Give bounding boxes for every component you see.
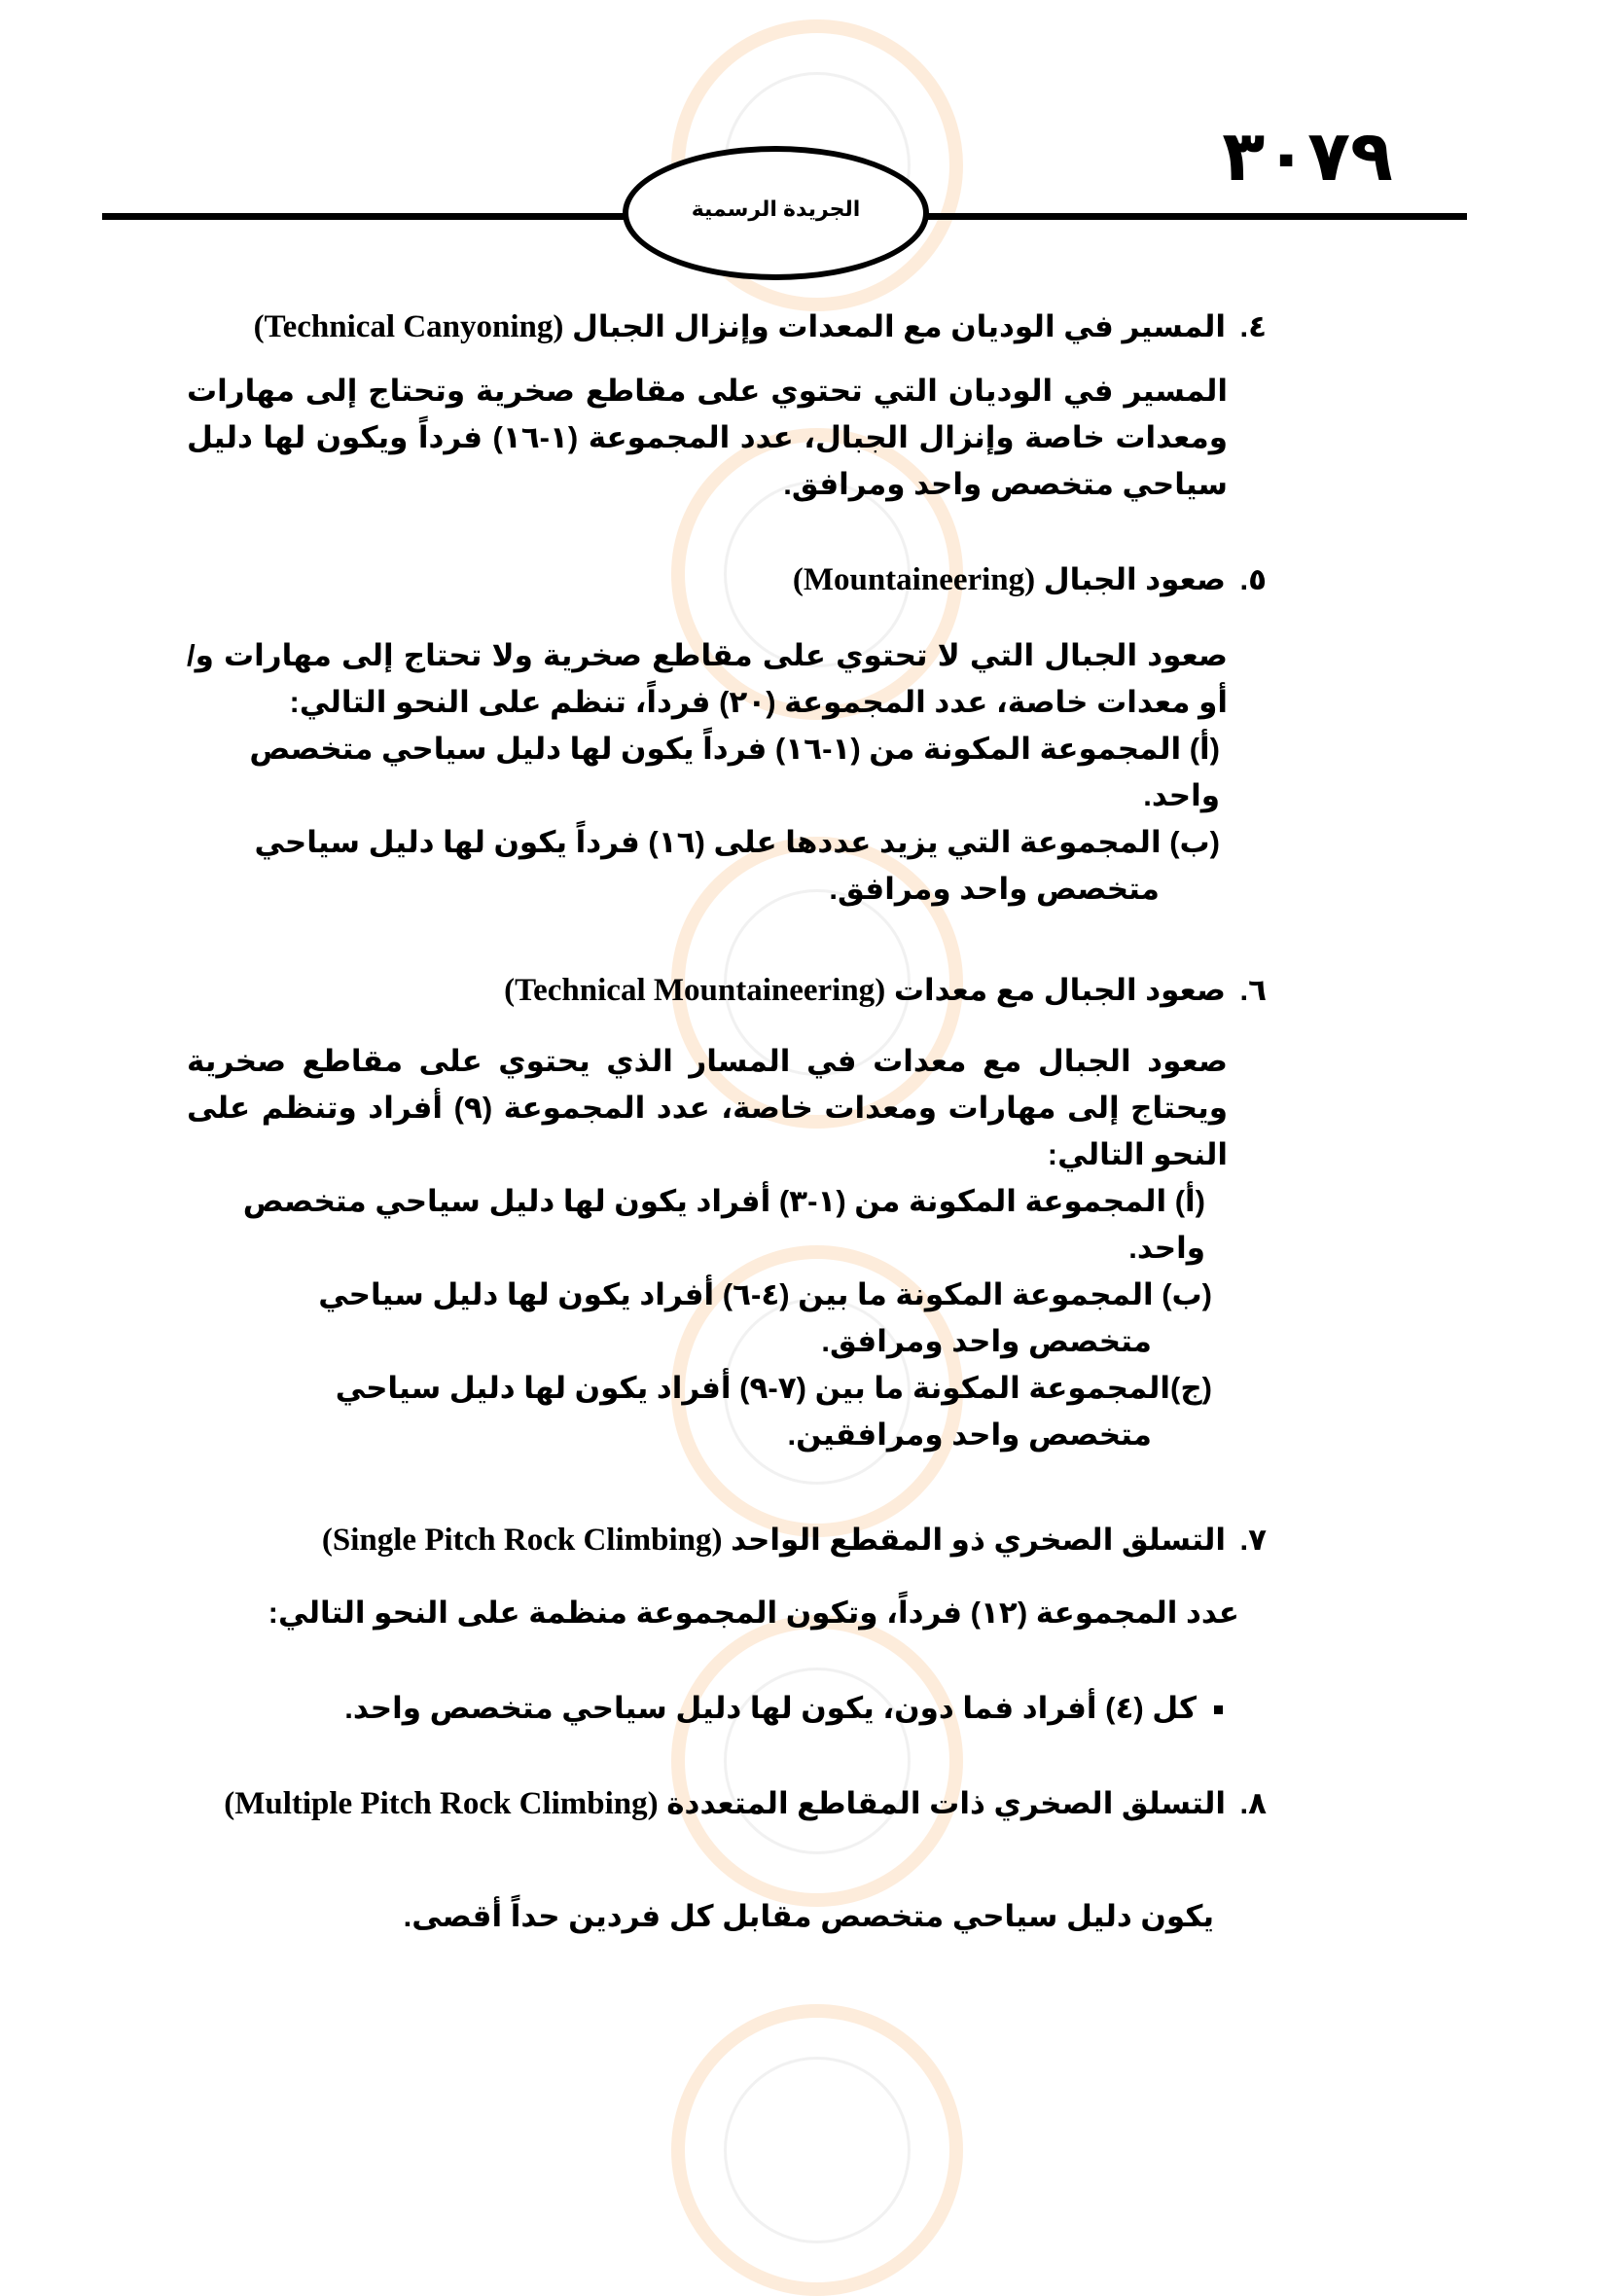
section-title-en: (Single Pitch Rock Climbing) [321,1523,723,1558]
section-title: التسلق الصخري ذو المقطع الواحد [731,1523,1226,1557]
section-heading [187,1517,1267,1563]
section-title-en: (Technical Mountaineering) [504,973,886,1008]
section-body: صعود الجبال مع معدات في المسار الذي يحتوي على مقاطع صخرية ويحتاج إلى مهارات ومعدات خاصة، عدد المجموعة (٩) أفراد وتنظم على النحو التالي: [187,1044,1228,1171]
section-title-en: (Multiple Pitch Rock Climbing) [224,1786,659,1821]
section-6 [187,967,1267,1458]
section-title: صعود الجبال مع معدات [893,973,1226,1007]
list-item-continuation: متخصص واحد ومرافق. [829,872,1160,906]
section-title: التسلق الصخري ذات المقاطع المتعددة [666,1786,1226,1820]
section-title: صعود الجبال [1043,562,1226,596]
section-number: ٥. [1239,562,1267,596]
section-number: ٤. [1239,309,1267,343]
section-4 [187,304,1267,508]
publication-badge [623,146,929,280]
section-heading [187,304,1267,350]
list-item-continuation: متخصص واحد ومرافقين. [787,1417,1152,1452]
section-title-en: (Technical Canyoning) [253,309,564,344]
watermark-clock-icon [671,2004,963,2296]
section-body: عدد المجموعة (١٢) فرداً، وتكون المجموعة منظمة على النحو التالي: [268,1596,1239,1630]
section-title: المسير في الوديان مع المعدات وإنزال الجبال [572,309,1226,343]
section-body: المسير في الوديان التي تحتوي على مقاطع صخرية وتحتاج إلى مهارات ومعدات خاصة وإنزال الجبال، عدد المجموعة (١-١٦) فرداً ويكون لها دليل سياحي متخصص واحد ومرافق. [187,374,1228,501]
section-body: صعود الجبال التي لا تحتوي على مقاطع صخرية ولا تحتاج إلى مهارات و/أو معدات خاصة، عدد المجموعة (٢٠) فرداً، تنظم على النحو التالي: [187,638,1228,719]
section-body: يكون دليل سياحي متخصص مقابل كل فردين حداً أقصى. [403,1899,1214,1933]
section-heading [187,1780,1267,1827]
section-heading [187,556,1267,603]
section-5 [187,556,1267,913]
list-item: (أ) المجموعة المكونة من (١-٣) أفراد يكون لها دليل سياحي متخصص واحد. [242,1184,1205,1265]
list-item: (ب) المجموعة المكونة ما بين (٤-٦) أفراد يكون لها دليل سياحي [318,1277,1212,1311]
list-item-continuation: متخصص واحد ومرافق. [821,1324,1152,1358]
section-number: ٧. [1239,1523,1267,1557]
bullet-icon [1214,1705,1223,1714]
list-item: (أ) المجموعة المكونة من (١-١٦) فرداً يكون لها دليل سياحي متخصص واحد. [249,732,1220,812]
publication-title: الجريدة الرسمية [691,197,861,221]
section-heading [187,967,1267,1014]
section-number: ٨. [1239,1786,1267,1820]
bullet-text: كل (٤) أفراد فما دون، يكون لها دليل سياحي متخصص واحد. [344,1691,1197,1725]
section-7 [187,1517,1267,1732]
page-content [187,304,1267,1989]
list-item: (ج)المجموعة المكونة ما بين (٧-٩) أفراد يكون لها دليل سياحي [335,1371,1212,1405]
section-number: ٦. [1239,973,1267,1007]
bullet-item [187,1685,1223,1732]
page-number: ٣٠٧٩ [1222,118,1393,196]
section-8 [187,1780,1267,1940]
section-title-en: (Mountaineering) [792,562,1036,597]
list-item: (ب) المجموعة التي يزيد عددها على (١٦) فرداً يكون لها دليل سياحي [254,825,1220,859]
